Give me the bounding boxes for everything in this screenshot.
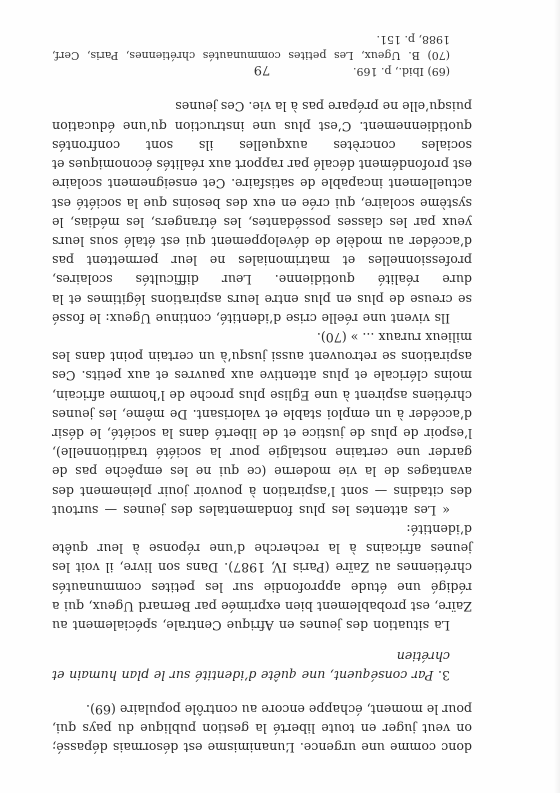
paragraph-situation: La situation des jeunes en Afrique Centrale, spécialement au Zaïre, est probablement bien exprimée par Bernard Ugeux, qui a rédigé une étude approfondie sur les petites communautés chrétiennes au Zaïre (Paris IV, 1987). Dans son livre, il voit les jeunes africains à la recherche d’une réponse à leur quête d’identité: <box>52 521 472 633</box>
paragraph-crisis: Ils vivent une réelle crise d’identité, continue Ugeux: le fossé se creuse de plus en plus entre leurs aspirations légitimes et la dure réalité quotidienne. Leur difficultés scolaires, professionnelles et matrimoniales ne leur permettent pas d’accéder au modèle de développement qui est étalé sous leurs yeux par les classes possédantes, les étrangers, les médias, le système scolaire, qui crée en eux des besoins que la société est actuellement incapable de satisfaire. Cet enseignement scolaire est profondément décalé par rapport aux réalités économiques et sociales concrètes auxquelles ils sont confrontés quotidiennement. C’est plus une instruction qu’une éducation puisqu’elle ne prépare pas à la vie. Ces jeunes <box>52 99 472 326</box>
footnote-70: (70) B. Ugeux, Les petites communautés chrétiennes, Paris, Cerf, 1988, p. 151. <box>52 33 450 63</box>
paragraph-top: donc comme une urgence. L’unanimisme est désormais dépassé; on veut juger en toute liberté la gestion publique du pays qui, pour le moment, échappe encore au contrôle populaire (69). <box>52 701 472 755</box>
section-heading-text: Par conséquent, une quête d’identité sur le plan humain et chrétien <box>52 649 450 684</box>
section-heading <box>52 647 472 685</box>
body-text <box>52 31 472 757</box>
paragraph-quote: « Les attentes les plus fondamentales des jeunes — surtout des citadins — sont l’aspiration à pouvoir jouir pleinement des avantages de la vie moderne (ce qui ne les empêche pas de garder une certaine nostalgie pour la société traditionnelle), l’espoir de plus de justice et de liberté dans la société, le désir d’accéder à un emploi stable et valorisant. De même, les jeunes chrétiens aspirent à une Eglise plus proche de l’homme africain, moins cléricale et plus attentive aux pauvres et aux petits. Ces aspirations se retrouvent aussi jusqu’à un certain point dans les milieux ruraux ... » (70). <box>52 329 472 518</box>
footnote-69: (69) Ibid., p. 169. <box>352 65 450 79</box>
section-heading-number: 3. <box>437 668 450 684</box>
page-number: 79 <box>253 62 271 77</box>
